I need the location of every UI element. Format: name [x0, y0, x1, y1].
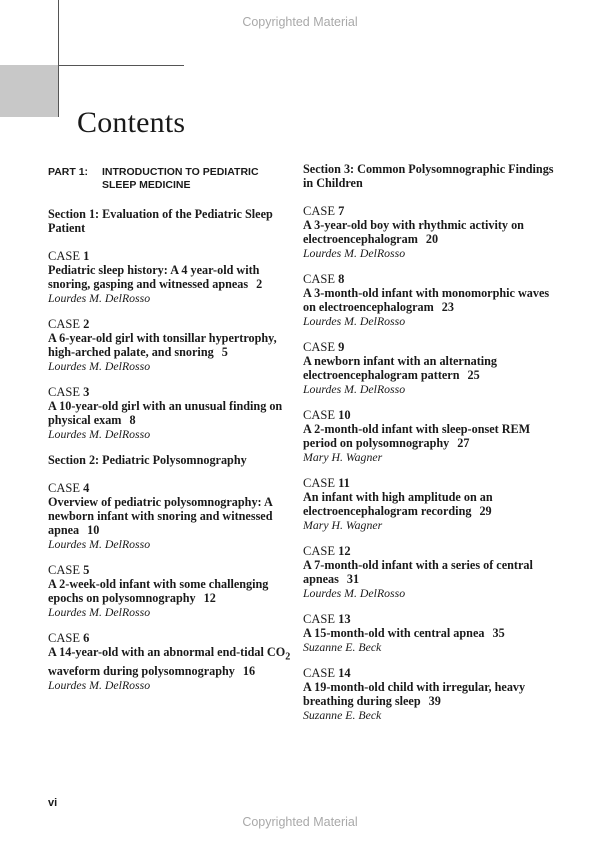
- page-ref: 31: [346, 572, 360, 586]
- case-title: Pediatric sleep history: A 4 year-old with snoring, gasping and witnessed apneas 2: [48, 263, 263, 291]
- toc-entry[interactable]: [48, 481, 293, 551]
- page-ref: 16: [242, 664, 256, 679]
- section-heading: Section 2: Pediatric Polysomnography: [48, 453, 247, 467]
- case-label: CASE 1: [48, 249, 90, 263]
- page-ref: 20: [425, 232, 439, 246]
- case-author: Mary H. Wagner: [303, 450, 383, 464]
- part-title: INTRODUCTION TO PEDIATRIC SLEEP MEDICINE: [102, 166, 259, 191]
- case-title: A 2-week-old infant with some challenging epochs on polysomnography 12: [48, 577, 269, 605]
- case-label: CASE 2: [48, 317, 90, 331]
- case-title: A 3-year-old boy with rhythmic activity on electroencephalogram 20: [303, 218, 524, 246]
- case-title: A 7-month-old infant with a series of central apneas 31: [303, 558, 533, 586]
- toc-column-left: [48, 162, 293, 704]
- case-title: A 2-month-old infant with sleep-onset REM period on polysomnography 27: [303, 422, 531, 450]
- page-ref: 29: [479, 504, 492, 518]
- case-title: A 10-year-old girl with an unusual finding on physical exam 8: [48, 399, 283, 427]
- toc-entry[interactable]: [48, 317, 293, 373]
- case-label: CASE 5: [48, 563, 90, 577]
- page-title: Contents: [77, 106, 186, 140]
- case-author: Suzanne E. Beck: [303, 640, 382, 654]
- section-heading: Section 3: Common Polysomnographic Findings in Children: [303, 162, 554, 190]
- case-label: CASE 7: [303, 204, 345, 218]
- case-label: CASE 9: [303, 340, 345, 354]
- toc-entry[interactable]: [303, 612, 558, 654]
- toc-column-right: [303, 162, 558, 734]
- case-label: CASE 4: [48, 481, 90, 495]
- case-author: Lourdes M. DelRosso: [48, 605, 151, 619]
- case-author: Suzanne E. Beck: [303, 708, 382, 722]
- case-label: CASE 14: [303, 666, 351, 680]
- case-label: CASE 12: [303, 544, 351, 558]
- horizontal-rule: [58, 65, 184, 66]
- case-author: Lourdes M. DelRosso: [303, 246, 406, 260]
- case-author: Lourdes M. DelRosso: [48, 359, 151, 373]
- page-ref: 2: [256, 277, 263, 291]
- page-ref: 39: [428, 694, 441, 708]
- case-author: Lourdes M. DelRosso: [48, 678, 151, 693]
- toc-entry[interactable]: [303, 340, 558, 396]
- page-ref: 8: [129, 413, 136, 427]
- case-author: Lourdes M. DelRosso: [303, 314, 406, 328]
- case-label: CASE 3: [48, 385, 90, 399]
- section-heading: Section 1: Evaluation of the Pediatric Sleep Patient: [48, 207, 273, 235]
- case-label: CASE 8: [303, 272, 345, 286]
- page-ref: 27: [457, 436, 470, 450]
- case-author: Lourdes M. DelRosso: [48, 291, 151, 305]
- toc-entry[interactable]: [303, 408, 558, 464]
- watermark-bottom: Copyrighted Material: [242, 815, 358, 829]
- page-ref: 5: [221, 345, 228, 359]
- toc-entry[interactable]: [48, 631, 293, 692]
- case-author: Mary H. Wagner: [303, 518, 383, 532]
- page-ref: 25: [467, 368, 480, 382]
- page-number: vi: [48, 797, 58, 809]
- case-title: An infant with high amplitude on an electroencephalogram recording 29: [303, 490, 493, 518]
- toc-entry[interactable]: [48, 563, 293, 619]
- toc-entry[interactable]: [303, 476, 558, 532]
- toc-entry[interactable]: [48, 249, 293, 305]
- case-title: A 15-month-old with central apnea 35: [303, 626, 505, 640]
- chapter-tab-block: [0, 65, 58, 117]
- page-ref: 10: [87, 523, 100, 537]
- case-title: A 3-month-old infant with monomorphic waves on electroencephalogram 23: [303, 286, 550, 314]
- toc-entry[interactable]: [303, 272, 558, 328]
- page-ref: 35: [492, 626, 505, 640]
- case-author: Lourdes M. DelRosso: [303, 382, 406, 396]
- case-label: CASE 13: [303, 612, 351, 626]
- case-title: A 14-year-old with an abnormal end-tidal $CO_2$ waveform during polysomnography 16: [48, 645, 291, 679]
- case-title: A newborn infant with an alternating electroencephalogram pattern 25: [303, 354, 498, 382]
- toc-entry[interactable]: [48, 385, 293, 441]
- case-label: CASE 10: [303, 408, 351, 422]
- watermark-top: Copyrighted Material: [242, 15, 358, 29]
- page-ref: 23: [441, 300, 454, 314]
- case-title: Overview of pediatric polysomnography: A newborn infant with snoring and witnessed apnea 10: [48, 495, 273, 537]
- vertical-rule: [58, 0, 59, 117]
- toc-entry[interactable]: [303, 544, 558, 600]
- part-heading: [48, 166, 293, 192]
- case-author: Lourdes M. DelRosso: [48, 427, 151, 441]
- case-title: A 19-month-old child with irregular, heavy breathing during sleep 39: [303, 680, 526, 708]
- case-author: Lourdes M. DelRosso: [303, 586, 406, 600]
- case-label: CASE 6: [48, 631, 90, 645]
- case-author: Lourdes M. DelRosso: [48, 537, 151, 551]
- part-number: PART 1:: [48, 166, 89, 178]
- case-label: CASE 11: [303, 476, 350, 490]
- toc-entry[interactable]: [303, 204, 558, 260]
- page-ref: 12: [203, 591, 216, 605]
- toc-entry[interactable]: [303, 666, 558, 722]
- case-title: A 6-year-old girl with tonsillar hypertrophy, high-arched palate, and snoring 5: [48, 331, 277, 359]
